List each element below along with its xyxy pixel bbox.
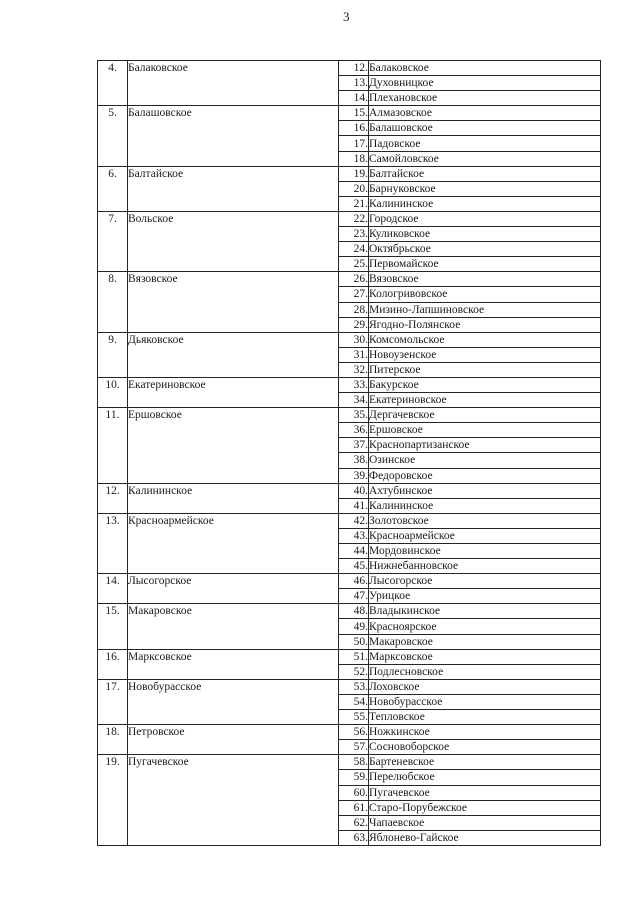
settlement-name: Самойловское [369,151,601,166]
settlement-number: 47. [339,589,369,604]
settlement-number: 21. [339,196,369,211]
table-row [98,377,601,392]
settlement-name: Плехановское [369,91,601,106]
settlement-number: 49. [339,619,369,634]
district-number: 8. [98,272,128,332]
settlement-name: Балаковское [369,61,601,76]
settlement-name: Новоузенское [369,347,601,362]
settlement-number: 56. [339,725,369,740]
district-name: Балашовское [128,106,339,166]
settlement-name: Владыкинское [369,604,601,619]
district-name: Ершовское [128,408,339,483]
settlement-number: 30. [339,332,369,347]
settlement-name: Перелюбское [369,770,601,785]
settlement-name: Духовницкое [369,76,601,91]
settlement-number: 27. [339,287,369,302]
settlement-name: Мордовинское [369,544,601,559]
districts-table-body [98,61,601,846]
settlement-name: Городское [369,211,601,226]
settlement-name: Лысогорское [369,574,601,589]
settlement-name: Озинское [369,453,601,468]
settlement-name: Октябрьское [369,242,601,257]
settlement-name: Красноярское [369,619,601,634]
settlement-name: Бартеневское [369,755,601,770]
settlement-number: 60. [339,785,369,800]
settlement-number: 32. [339,362,369,377]
settlement-number: 44. [339,544,369,559]
settlement-name: Чапаевское [369,815,601,830]
table-row [98,679,601,694]
settlement-name: Падовское [369,136,601,151]
settlement-name: Пугачевское [369,785,601,800]
settlement-name: Подлесновское [369,664,601,679]
district-name: Балаковское [128,61,339,106]
settlement-name: Куликовское [369,227,601,242]
settlement-number: 14. [339,91,369,106]
settlement-name: Ершовское [369,423,601,438]
district-number: 12. [98,483,128,513]
table-row [98,725,601,740]
district-name: Екатериновское [128,377,339,407]
table-row [98,755,601,770]
settlement-number: 43. [339,528,369,543]
settlement-number: 25. [339,257,369,272]
settlement-name: Комсомольское [369,332,601,347]
settlement-number: 36. [339,423,369,438]
district-name: Лысогорское [128,574,339,604]
settlement-name: Старо-Порубежское [369,800,601,815]
settlement-number: 31. [339,347,369,362]
settlement-number: 45. [339,559,369,574]
district-name: Макаровское [128,604,339,649]
settlement-number: 40. [339,483,369,498]
table-row [98,483,601,498]
settlement-number: 35. [339,408,369,423]
district-number: 14. [98,574,128,604]
settlement-name: Алмазовское [369,106,601,121]
district-number: 9. [98,332,128,377]
table-row [98,272,601,287]
table-row [98,649,601,664]
settlement-name: Новобурасское [369,694,601,709]
settlement-name: Федоровское [369,468,601,483]
settlement-number: 33. [339,377,369,392]
district-name: Новобурасское [128,679,339,724]
district-number: 17. [98,679,128,724]
settlement-number: 17. [339,136,369,151]
settlement-name: Балтайское [369,166,601,181]
district-name: Красноармейское [128,513,339,573]
settlement-number: 52. [339,664,369,679]
settlement-number: 38. [339,453,369,468]
settlement-name: Калининское [369,498,601,513]
district-name: Вязовское [128,272,339,332]
district-number: 5. [98,106,128,166]
district-number: 4. [98,61,128,106]
settlement-name: Мизино-Лапшиновское [369,302,601,317]
settlement-number: 57. [339,740,369,755]
settlement-number: 15. [339,106,369,121]
settlement-name: Ягодно-Полянское [369,317,601,332]
district-name: Пугачевское [128,755,339,846]
district-number: 13. [98,513,128,573]
settlement-name: Питерское [369,362,601,377]
district-name: Калининское [128,483,339,513]
settlement-name: Краснопартизанское [369,438,601,453]
settlement-number: 39. [339,468,369,483]
settlement-number: 63. [339,830,369,845]
settlement-name: Екатериновское [369,393,601,408]
table-row [98,574,601,589]
district-name: Марксовское [128,649,339,679]
settlement-name: Первомайское [369,257,601,272]
settlement-number: 61. [339,800,369,815]
districts-table [97,60,601,846]
district-number: 16. [98,649,128,679]
settlement-number: 18. [339,151,369,166]
settlement-name: Золотовское [369,513,601,528]
settlement-number: 51. [339,649,369,664]
settlement-number: 29. [339,317,369,332]
settlement-name: Урицкое [369,589,601,604]
table-row [98,604,601,619]
settlement-name: Макаровское [369,634,601,649]
table-row [98,211,601,226]
district-number: 11. [98,408,128,483]
table-row [98,408,601,423]
settlement-number: 23. [339,227,369,242]
settlement-name: Лоховское [369,679,601,694]
settlement-name: Нижнебанновское [369,559,601,574]
settlement-name: Марксовское [369,649,601,664]
table-row [98,332,601,347]
settlement-number: 58. [339,755,369,770]
settlement-name: Кологривовское [369,287,601,302]
settlement-name: Бакурское [369,377,601,392]
settlement-number: 19. [339,166,369,181]
settlement-number: 24. [339,242,369,257]
settlement-number: 59. [339,770,369,785]
table-row [98,166,601,181]
settlement-number: 54. [339,694,369,709]
district-number: 6. [98,166,128,211]
settlement-number: 53. [339,679,369,694]
settlement-number: 42. [339,513,369,528]
settlement-number: 50. [339,634,369,649]
settlement-number: 22. [339,211,369,226]
settlement-name: Барнуковское [369,181,601,196]
settlement-number: 34. [339,393,369,408]
settlement-number: 55. [339,710,369,725]
district-number: 7. [98,211,128,271]
district-name: Вольское [128,211,339,271]
settlement-name: Дергачевское [369,408,601,423]
settlement-number: 20. [339,181,369,196]
settlement-name: Балашовское [369,121,601,136]
settlement-number: 62. [339,815,369,830]
district-number: 10. [98,377,128,407]
district-number: 19. [98,755,128,846]
table-row [98,61,601,76]
settlement-number: 46. [339,574,369,589]
settlement-name: Ножкинское [369,725,601,740]
district-name: Дьяковское [128,332,339,377]
settlement-number: 48. [339,604,369,619]
settlement-number: 12. [339,61,369,76]
settlement-name: Красноармейское [369,528,601,543]
settlement-name: Вязовское [369,272,601,287]
settlement-number: 13. [339,76,369,91]
settlement-number: 16. [339,121,369,136]
settlement-name: Сосновоборское [369,740,601,755]
district-number: 18. [98,725,128,755]
table-row [98,513,601,528]
district-name: Петровское [128,725,339,755]
settlement-name: Ахтубинское [369,483,601,498]
settlement-number: 26. [339,272,369,287]
table-row [98,106,601,121]
district-name: Балтайское [128,166,339,211]
settlement-number: 28. [339,302,369,317]
settlement-name: Яблонево-Гайское [369,830,601,845]
settlement-name: Тепловское [369,710,601,725]
settlement-number: 41. [339,498,369,513]
page-number: 3 [343,9,350,24]
settlement-number: 37. [339,438,369,453]
district-number: 15. [98,604,128,649]
settlement-name: Калининское [369,196,601,211]
